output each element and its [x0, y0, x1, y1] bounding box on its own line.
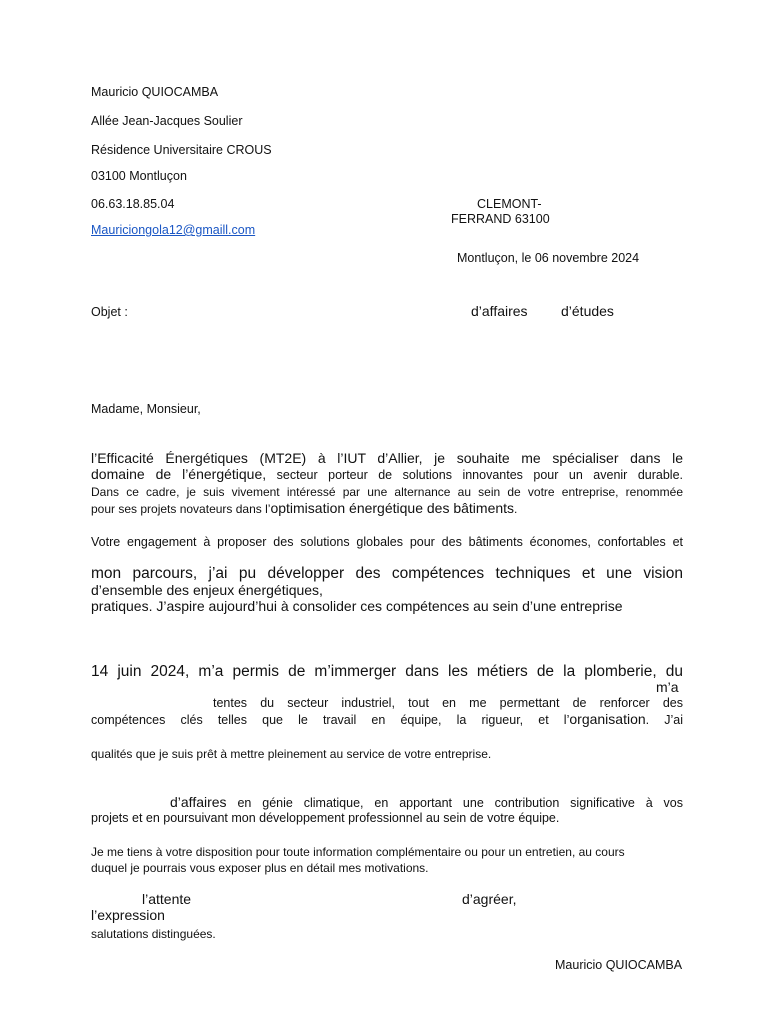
para4-line2: projets et en poursuivant mon développement professionnel au sein de votre équipe. [91, 811, 560, 825]
salutation: Madame, Monsieur, [91, 402, 201, 416]
para2-line3: d’ensemble des enjeux énergétiques, [91, 582, 323, 598]
para4-line1 [170, 795, 683, 811]
para5-line2: duquel je pourrais vous exposer plus en détail mes motivations. [91, 861, 429, 875]
recipient-city-line2: FERRAND 63100 [451, 212, 550, 226]
para3-line4-end: . J’ai [645, 713, 684, 727]
para3-line4-start: compétences clés telles que le travail en équipe, la rigueur, et l’ [91, 713, 570, 727]
sender-street: Allée Jean-Jacques Soulier [91, 114, 243, 128]
para1-line1: l’Efficacité Énergétiques (MT2E) à l’IUT d’Allier, je souhaite me spécialiser dans le [91, 450, 683, 466]
sender-city: 03100 Montluçon [91, 169, 187, 183]
recipient-city-line1: CLEMONT- [477, 197, 542, 211]
para5-line1: Je me tiens à votre disposition pour toute information complémentaire ou pour un entretien, au cours [91, 845, 625, 859]
para2-line4: pratiques. J’aspire aujourd’hui à consolider ces compétences au sein d’une entreprise [91, 598, 623, 614]
subject-word-etudes: d’études [561, 303, 614, 319]
para1-line4-start: pour ses projets novateurs dans l’ [91, 502, 271, 516]
para1-line4-end: . [514, 502, 518, 516]
sender-name: Mauricio QUIOCAMBA [91, 85, 219, 99]
signature: Mauricio QUIOCAMBA [555, 958, 683, 972]
sender-email-link[interactable]: Mauriciongola12@gmaill.com [91, 223, 256, 237]
para1-line2-rest: secteur porteur de solutions innovantes pour un avenir durable. [276, 468, 683, 482]
closing-line3: salutations distinguées. [91, 927, 216, 941]
para3-line4 [91, 712, 683, 728]
para1-line4-emphasis: optimisation énergétique des bâtiments [270, 500, 515, 516]
para3-line3: tentes du secteur industriel, tout en me permettant de renforcer des [213, 696, 683, 710]
subject-label: Objet : [91, 305, 128, 319]
para1-line2 [91, 467, 683, 483]
para4-line1-rest: en génie climatique, en apportant une contribution significative à vos [237, 796, 683, 810]
para2-line2: mon parcours, j’ai pu développer des compétences techniques et une vision [91, 565, 683, 582]
sender-phone: 06.63.18.85.04 [91, 197, 175, 211]
closing-word-attente: l’attente [142, 891, 192, 907]
para1-line2-emphasis: domaine de l’énergétique, [91, 466, 267, 482]
para2-line1: Votre engagement à proposer des solutions globales pour des bâtiments économes, confortables et [91, 535, 683, 549]
closing-line2: l’expression [91, 907, 165, 923]
para1-line3: Dans ce cadre, je suis vivement intéressé par une alternance au sein de votre entreprise, renommée [91, 485, 683, 499]
para1-line4 [91, 501, 517, 517]
para3-line5: qualités que je suis prêt à mettre pleinement au service de votre entreprise. [91, 747, 492, 761]
sender-residence: Résidence Universitaire CROUS [91, 143, 272, 157]
para4-line1-emphasis: d’affaires [170, 794, 227, 810]
closing-word-agreer: d’agréer, [462, 891, 517, 907]
para3-line2: m’a [656, 679, 679, 695]
para3-line1: 14 juin 2024, m’a permis de m’immerger dans les métiers de la plomberie, du [91, 663, 683, 680]
date-line: Montluçon, le 06 novembre 2024 [457, 251, 640, 265]
subject-word-affaires: d’affaires [471, 303, 528, 319]
para3-line4-emphasis: organisation [569, 711, 646, 727]
